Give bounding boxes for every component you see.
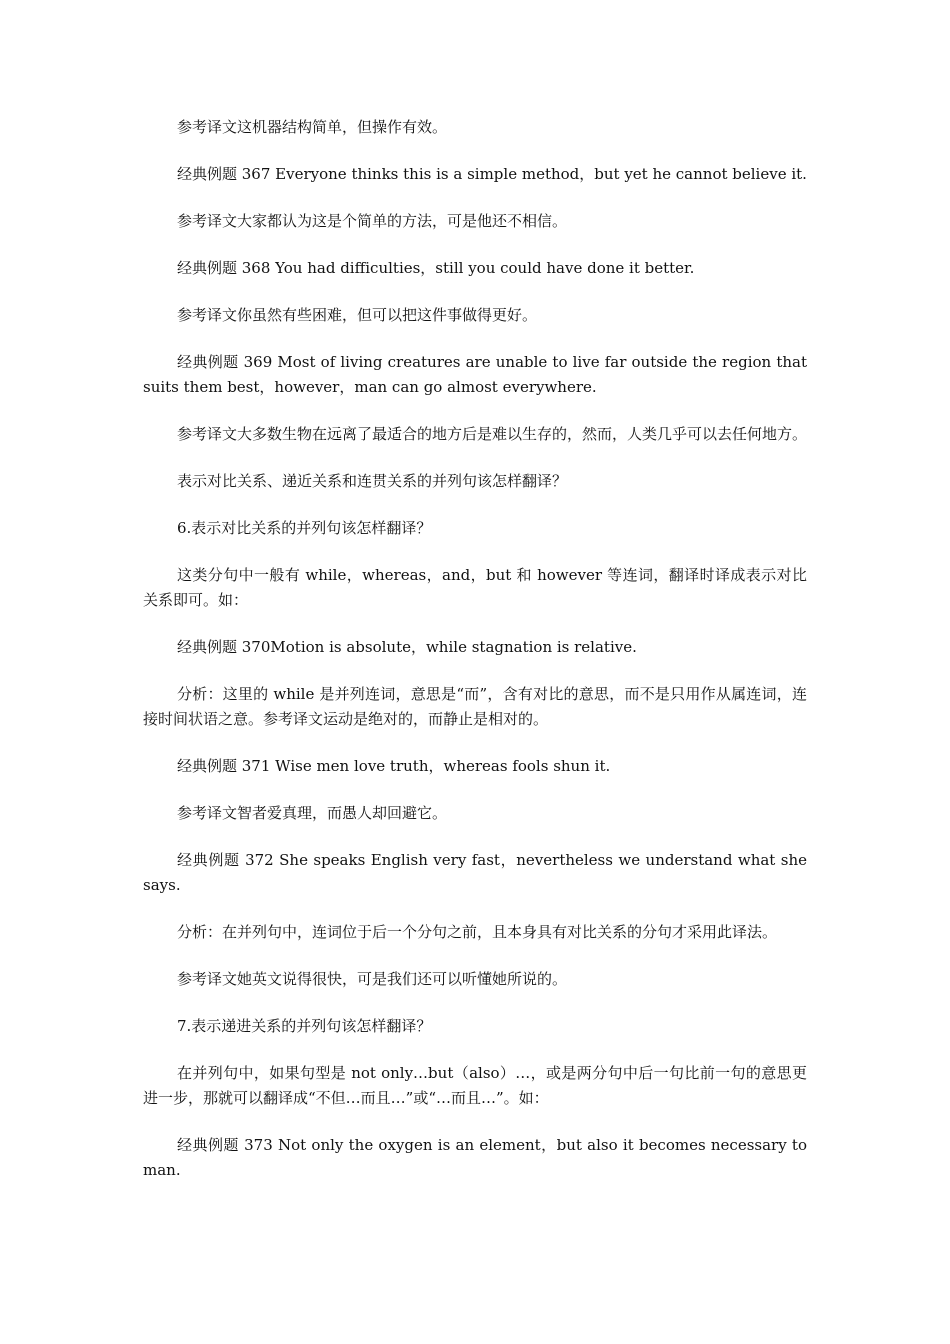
example-paragraph: 经典例题 369 Most of living creatures are unable to live far outside the region that suits them best，however，man can go almost everywhere.: [143, 353, 807, 396]
translation-paragraph: 参考译文大多数生物在远离了最适合的地方后是难以生存的，然而，人类几乎可以去任何地方。: [177, 425, 808, 443]
example-paragraph: 经典例题 370Motion is absolute，while stagnation is relative.: [177, 638, 637, 656]
document-body: [143, 115, 807, 1205]
analysis-paragraph: 分析：这里的 while 是并列连词，意思是“而”，含有对比的意思，而不是只用作从属连词，连接时间状语之意。参考译文运动是绝对的，而静止是相对的。: [143, 685, 807, 728]
example-paragraph: 经典例题 372 She speaks English very fast，nevertheless we understand what she says.: [143, 851, 807, 894]
explanation-paragraph: 这类分句中一般有 while，whereas，and，but 和 however 等连词，翻译时译成表示对比关系即可。如：: [143, 566, 807, 609]
translation-paragraph: 参考译文这机器结构简单，但操作有效。: [177, 118, 448, 136]
example-paragraph: 经典例题 368 You had difficulties，still you could have done it better.: [177, 259, 695, 277]
translation-paragraph: 参考译文她英文说得很快，可是我们还可以听懂她所说的。: [177, 970, 568, 988]
section-heading: 6.表示对比关系的并列句该怎样翻译？: [177, 519, 432, 537]
translation-paragraph: 参考译文智者爱真理，而愚人却回避它。: [177, 804, 448, 822]
example-paragraph: 经典例题 373 Not only the oxygen is an element，but also it becomes necessary to man.: [143, 1136, 807, 1179]
section-question: 表示对比关系、递近关系和连贯关系的并列句该怎样翻译？: [177, 472, 568, 490]
example-paragraph: 经典例题 367 Everyone thinks this is a simple method，but yet he cannot believe it.: [177, 165, 807, 183]
section-heading: 7.表示递进关系的并列句该怎样翻译？: [177, 1017, 432, 1035]
translation-paragraph: 参考译文你虽然有些困难，但可以把这件事做得更好。: [177, 306, 538, 324]
explanation-paragraph: 在并列句中，如果句型是 not only…but（also）…，或是两分句中后一句比前一句的意思更进一步，那就可以翻译成“不但…而且…”或“…而且…”。如：: [143, 1064, 807, 1107]
analysis-paragraph: 分析：在并列句中，连词位于后一个分句之前，且本身具有对比关系的分句才采用此译法。: [177, 923, 778, 941]
example-paragraph: 经典例题 371 Wise men love truth，whereas fools shun it.: [177, 757, 611, 775]
translation-paragraph: 参考译文大家都认为这是个简单的方法，可是他还不相信。: [177, 212, 568, 230]
